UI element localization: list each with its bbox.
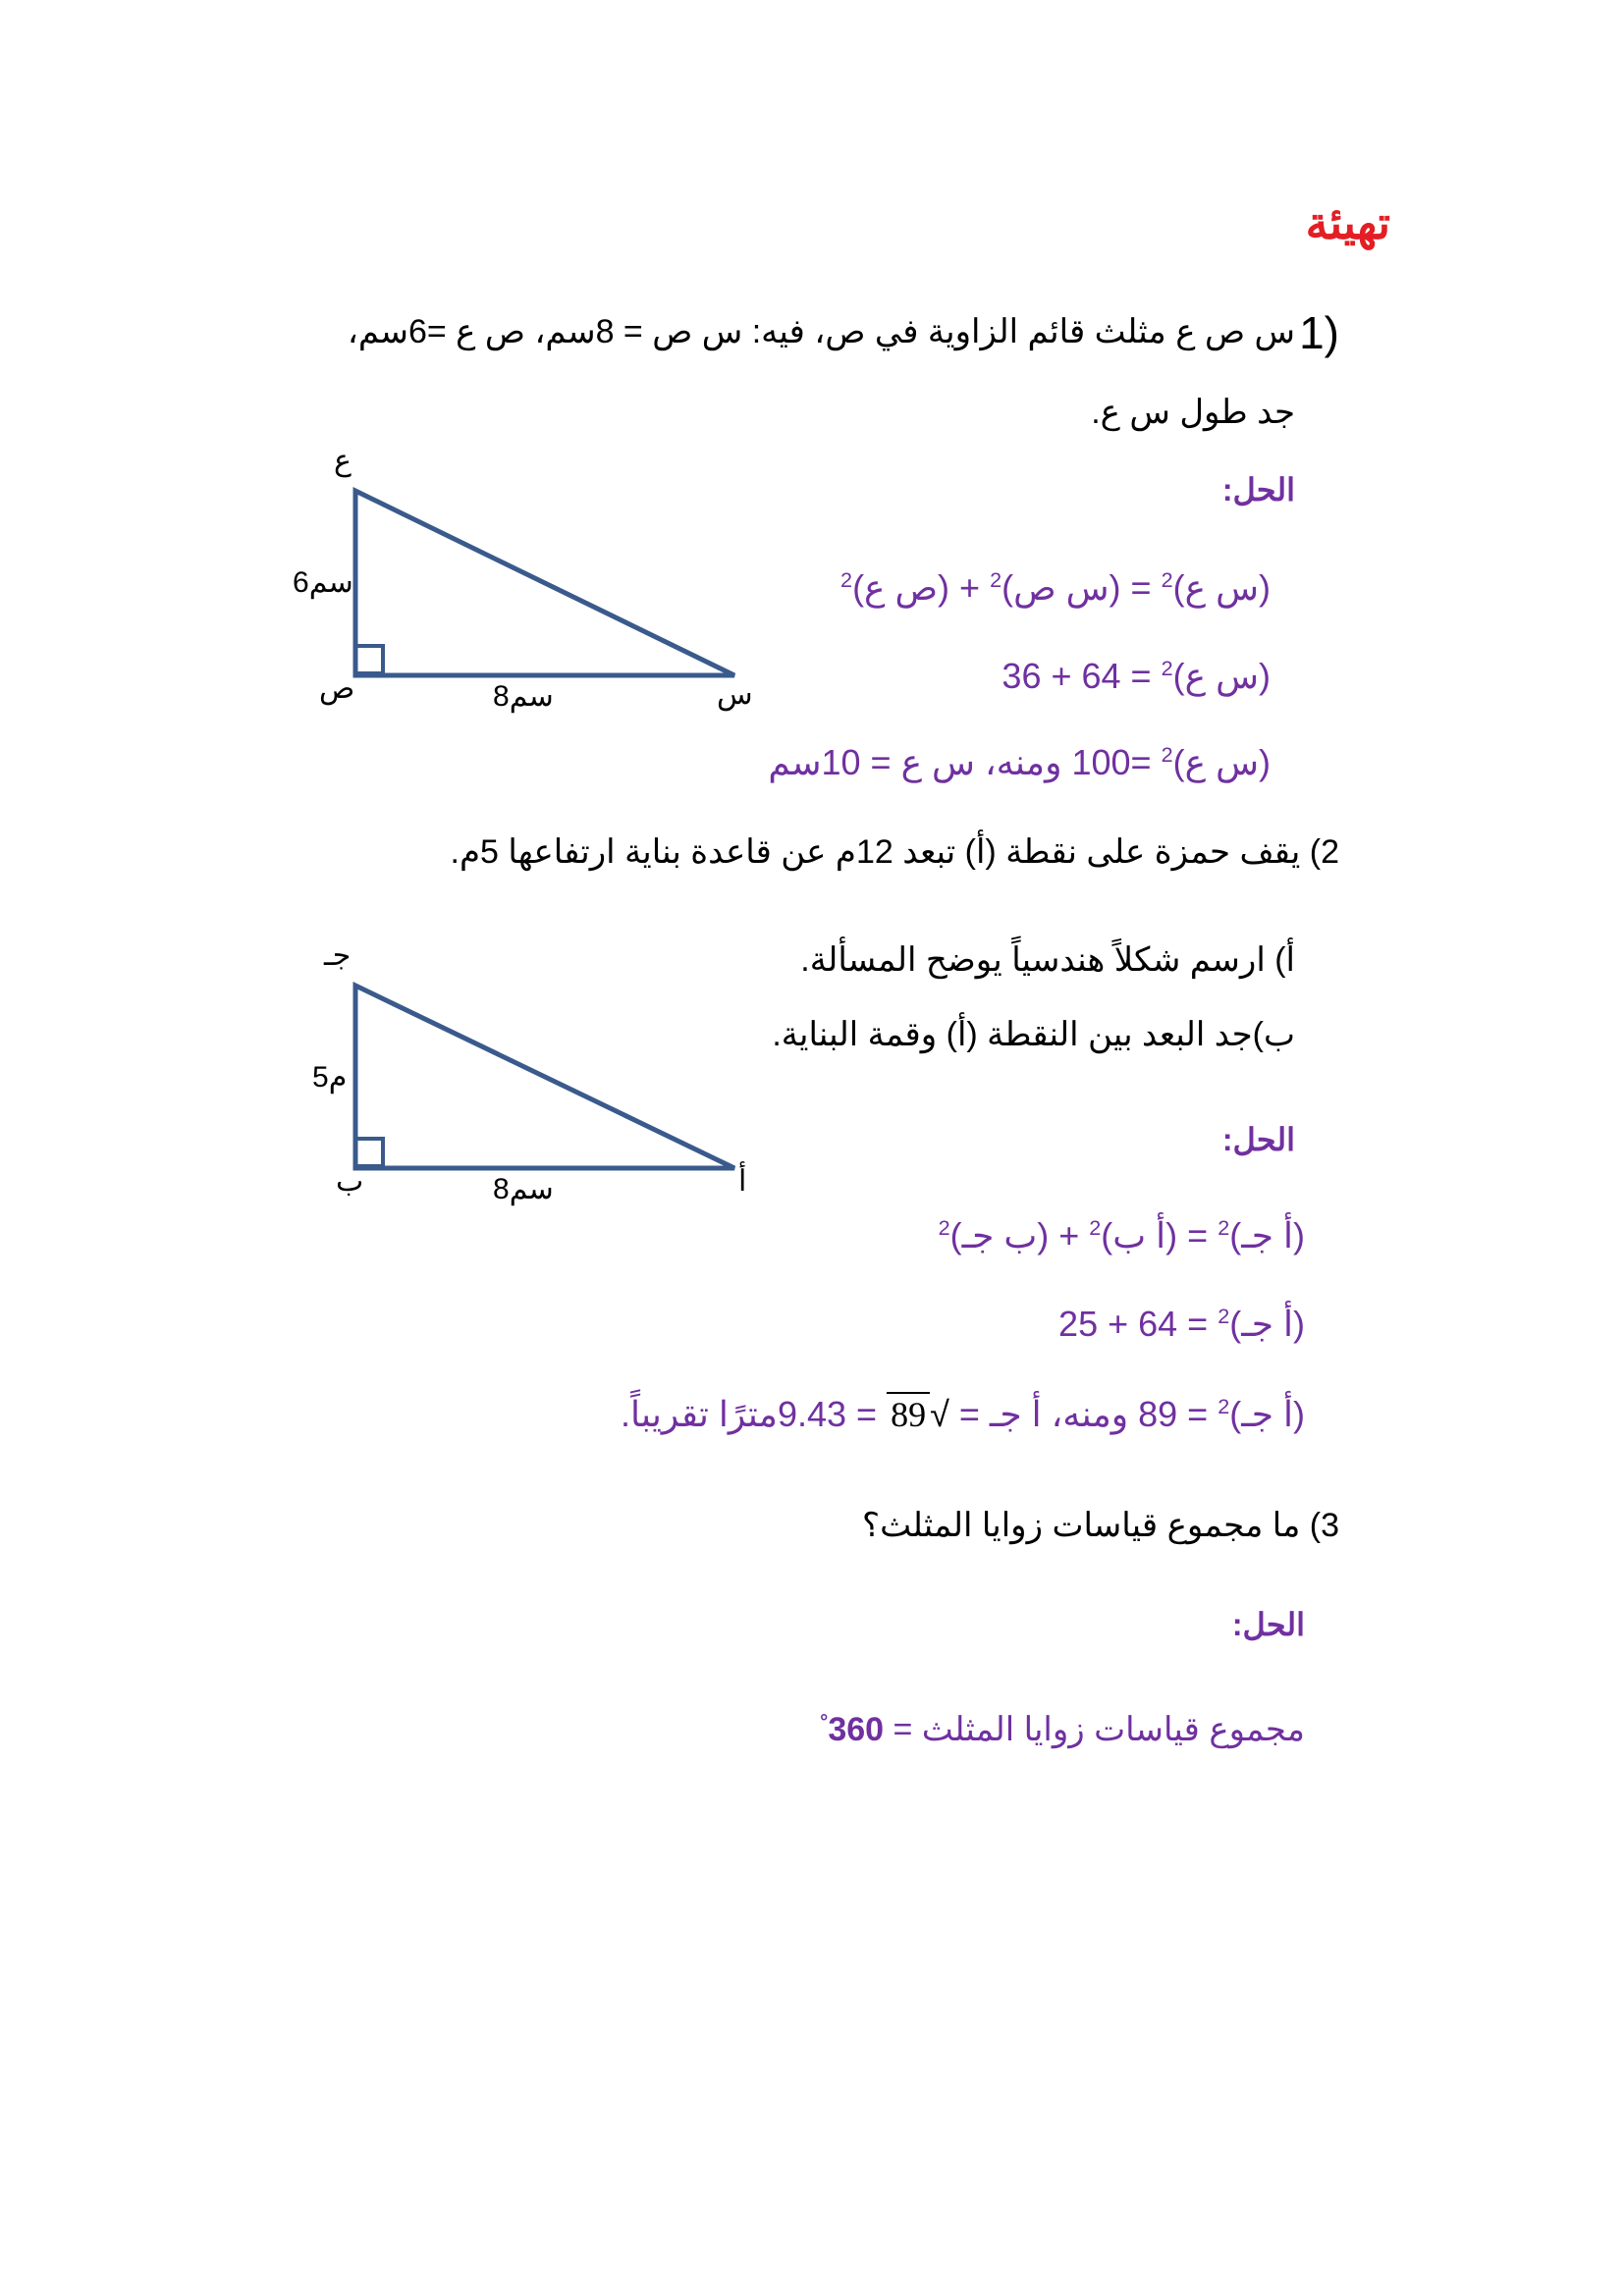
q2-equation-1: (أ جـ)$^2$ = (أ ب)$^2$ + (ب جـ)$^2$ bbox=[938, 1215, 1305, 1255]
q3-answer: مجموع قياسات زوايا المثلث = 360° bbox=[820, 1711, 1305, 1748]
q2-equation-3: (أ جـ)$^2$ = 89 ومنه، أ جـ = √89 = 9.43مترًا تقريباً. bbox=[620, 1394, 1305, 1434]
q2-part-a: أ) ارسم شكلاً هندسياً يوضح المسألة. bbox=[800, 941, 1295, 979]
q2-part-b: ب)جد البعد بين النقطة (أ) وقمة البناية. bbox=[772, 1016, 1295, 1053]
tri2-vertex-top: جـ bbox=[324, 939, 352, 972]
q1-text-line1: س ص ع مثلث قائم الزاوية في ص، فيه: س ص = 8سم، ص ع =6سم، bbox=[347, 313, 1295, 350]
triangle-1 bbox=[355, 491, 734, 675]
q1-number: 1) bbox=[1299, 307, 1339, 358]
tri2-side-vertical: 5م bbox=[312, 1061, 348, 1094]
q1-text-line2: جد طول س ع. bbox=[1091, 394, 1295, 431]
tri1-side-base: 8سم bbox=[493, 680, 554, 713]
tri2-vertex-right: أ bbox=[738, 1165, 747, 1198]
tri1-vertex-top: ع bbox=[334, 445, 352, 477]
q2-solution-label: الحل: bbox=[1221, 1122, 1295, 1157]
square-root-89: 89 bbox=[887, 1392, 930, 1435]
tri2-vertex-corner: ب bbox=[336, 1165, 364, 1198]
q1-equation-1: (س ع)$^2$ = (س ص)$^2$ + (ص ع)$^2$ bbox=[840, 567, 1271, 608]
right-angle-marker bbox=[355, 646, 383, 673]
q1-equation-3: (س ع)$^2$ =100 ومنه، س ع = 10سم bbox=[768, 742, 1271, 782]
q1-equation-2: (س ع)$^2$ = 64 + 36 bbox=[1001, 656, 1271, 696]
q1-solution-label: الحل: bbox=[1221, 472, 1295, 507]
q3-solution-label: الحل: bbox=[1231, 1607, 1305, 1642]
tri2-side-base: 8سم bbox=[493, 1173, 554, 1205]
triangle-2 bbox=[355, 986, 734, 1168]
q2-text: 2) يقف حمزة على نقطة (أ) تبعد 12م عن قاعدة بناية ارتفاعها 5م. bbox=[450, 833, 1339, 871]
q3-text: 3) ما مجموع قياسات زوايا المثلث؟ bbox=[862, 1507, 1339, 1544]
q2-equation-2: (أ جـ)$^2$ = 64 + 25 bbox=[1058, 1304, 1305, 1344]
page-title: تهيئة bbox=[1305, 197, 1390, 248]
right-angle-marker bbox=[355, 1139, 383, 1166]
tri1-vertex-right: س bbox=[717, 678, 753, 711]
tri1-side-vertical: 6سم bbox=[293, 566, 353, 599]
tri1-vertex-corner: ص bbox=[319, 672, 355, 705]
